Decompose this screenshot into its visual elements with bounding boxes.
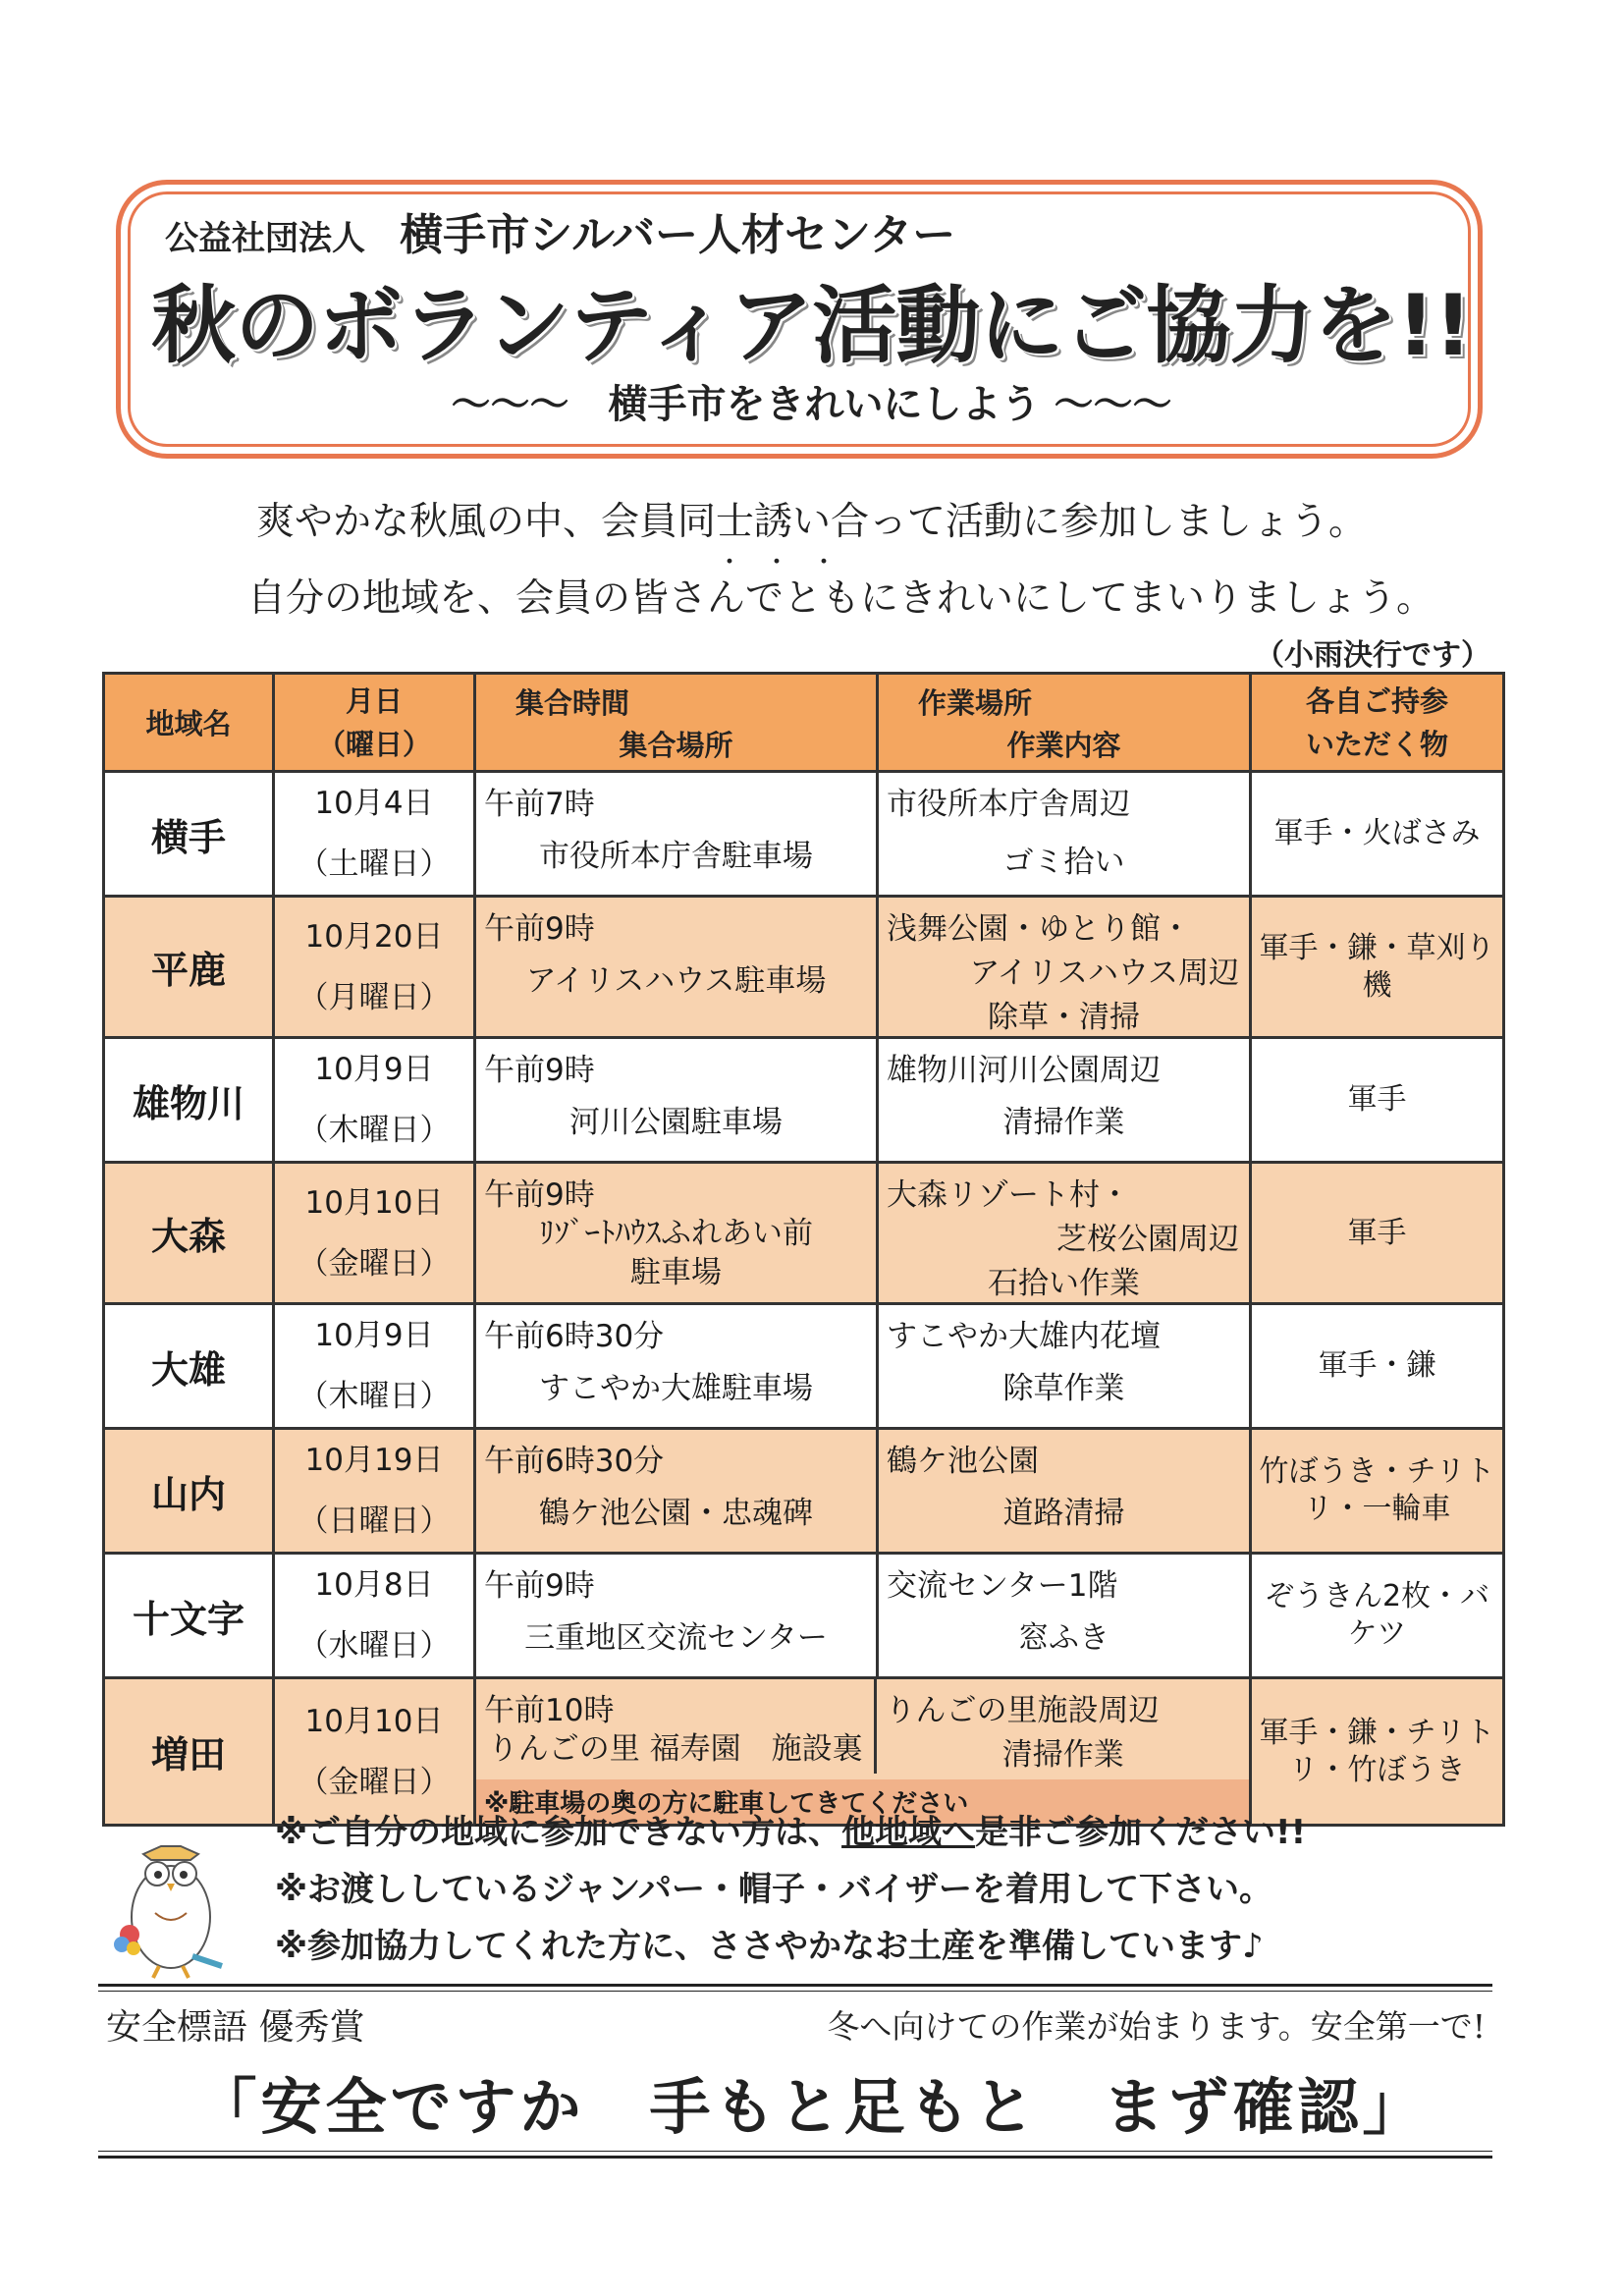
- header-date: 月日 （曜日）: [274, 674, 475, 772]
- organization-name: [165, 199, 955, 262]
- table-row: [104, 1554, 1504, 1678]
- items-cell: 竹ぼうき・チリトリ・一輪車: [1251, 1429, 1504, 1554]
- emphasis-dots: ・・・: [717, 548, 859, 577]
- schedule-table: [102, 672, 1505, 1827]
- note-1: ※ご自分の地域に参加できない方は、他地域へ是非ご参加ください!!: [275, 1813, 1307, 1852]
- work-cell: すこやか大雄内花壇 除草作業: [878, 1304, 1251, 1429]
- date-cell: 10月20日 （月曜日）: [274, 897, 475, 1038]
- area-name: 山内: [104, 1429, 274, 1554]
- header-place: 作業場所 作業内容: [878, 674, 1251, 772]
- work-cell: 大森リゾート村・ 芝桜公園周辺 石拾い作業: [878, 1163, 1251, 1304]
- area-name: 増田: [104, 1678, 274, 1826]
- area-name: 大森: [104, 1163, 274, 1304]
- header-area: 地域名: [104, 674, 274, 772]
- table-row: [104, 897, 1504, 1038]
- meeting-cell: 午前6時30分 すこやか大雄駐車場: [475, 1304, 878, 1429]
- date-cell: 10月8日 （水曜日）: [274, 1554, 475, 1678]
- items-cell: 軍手・火ばさみ: [1251, 772, 1504, 897]
- items-cell: 軍手: [1251, 1163, 1504, 1304]
- items-cell: 軍手: [1251, 1038, 1504, 1163]
- meeting-cell: 午前9時 アイリスハウス駐車場: [475, 897, 878, 1038]
- divider-bottom: [98, 2151, 1492, 2159]
- date-cell: 10月9日 （木曜日）: [274, 1304, 475, 1429]
- table-row: [104, 772, 1504, 897]
- subtitle: ～～～ 横手市をきれいにしよう ～～～: [451, 382, 1172, 427]
- meeting-cell: 午前9時 河川公園駐車場: [475, 1038, 878, 1163]
- meeting-cell: 午前7時 市役所本庁舎駐車場: [475, 772, 878, 897]
- safety-message: 冬へ向けての作業が始まります。安全第一で!: [827, 2007, 1486, 2046]
- items-cell: ぞうきん2枚・バケツ: [1251, 1554, 1504, 1678]
- area-name: 平鹿: [104, 897, 274, 1038]
- table-row: [104, 1678, 1504, 1826]
- org-title: 横手市シルバー人材センター: [400, 210, 956, 260]
- meeting-work-cell: 午前10時 りんごの里 福寿園 施設裏 りんごの里施設周辺 清掃作業 ※駐車場の奥の方に駐車してきてください: [475, 1678, 1251, 1826]
- main-title: 秋のボランティア活動にご協力を!!: [151, 277, 1472, 375]
- date-cell: 10月4日 （土曜日）: [274, 772, 475, 897]
- work-cell: 鶴ケ池公園 道路清掃: [878, 1429, 1251, 1554]
- intro-line-2: 自分の地域を、会員の皆さんでともにきれいにしてまいりましょう。: [246, 576, 1434, 621]
- header-time: 集合時間 集合場所: [475, 674, 878, 772]
- work-cell: 浅舞公園・ゆとり館・ アイリスハウス周辺 除草・清掃: [878, 897, 1251, 1038]
- note-2: ※お渡ししているジャンパー・帽子・バイザーを着用して下さい。: [275, 1870, 1272, 1909]
- safety-slogan: 「安全ですか 手もと足もと まず確認」: [195, 2071, 1428, 2143]
- meeting-cell: 午前9時 ﾘｿﾞｰﾄﾊｳｽふれあい前 駐車場: [475, 1163, 878, 1304]
- date-cell: 10月19日 （日曜日）: [274, 1429, 475, 1554]
- intro-line-1: 爽やかな秋風の中、会員同士誘い合って活動に参加しましょう。: [255, 500, 1367, 544]
- divider-top: [98, 1984, 1492, 1992]
- work-cell: 交流センター1階 窓ふき: [878, 1554, 1251, 1678]
- date-cell: 10月9日 （木曜日）: [274, 1038, 475, 1163]
- area-name: 雄物川: [104, 1038, 274, 1163]
- work-cell: 雄物川河川公園周辺 清掃作業: [878, 1038, 1251, 1163]
- table-row: [104, 1163, 1504, 1304]
- header-items: 各自ご持参 いただく物: [1251, 674, 1504, 772]
- work-cell: 市役所本庁舎周辺 ゴミ拾い: [878, 772, 1251, 897]
- org-type: 公益社団法人: [165, 219, 365, 258]
- date-cell: 10月10日 （金曜日）: [274, 1163, 475, 1304]
- table-header-row: [104, 674, 1504, 772]
- rain-note: （小雨決行です）: [1255, 638, 1490, 673]
- area-name: 十文字: [104, 1554, 274, 1678]
- table-row: [104, 1429, 1504, 1554]
- meeting-cell: 午前6時30分 鶴ケ池公園・忠魂碑: [475, 1429, 878, 1554]
- items-cell: 軍手・鎌: [1251, 1304, 1504, 1429]
- table-row: [104, 1038, 1504, 1163]
- slogan-label: 安全標語 優秀賞: [106, 2007, 365, 2048]
- items-cell: 軍手・鎌・チリトリ・竹ぼうき: [1251, 1678, 1504, 1826]
- meeting-cell: 午前9時 三重地区交流センター: [475, 1554, 878, 1678]
- parking-note: ※駐車場の奥の方に駐車してきてください: [476, 1779, 1249, 1824]
- owl-mascot-illustration: [104, 1819, 242, 1984]
- date-cell: 10月10日 （金曜日）: [274, 1678, 475, 1826]
- note-3: ※参加協力してくれた方に、ささやかなお土産を準備しています♪: [275, 1927, 1264, 1966]
- items-cell: 軍手・鎌・草刈り機: [1251, 897, 1504, 1038]
- area-name: 大雄: [104, 1304, 274, 1429]
- area-name: 横手: [104, 772, 274, 897]
- table-row: [104, 1304, 1504, 1429]
